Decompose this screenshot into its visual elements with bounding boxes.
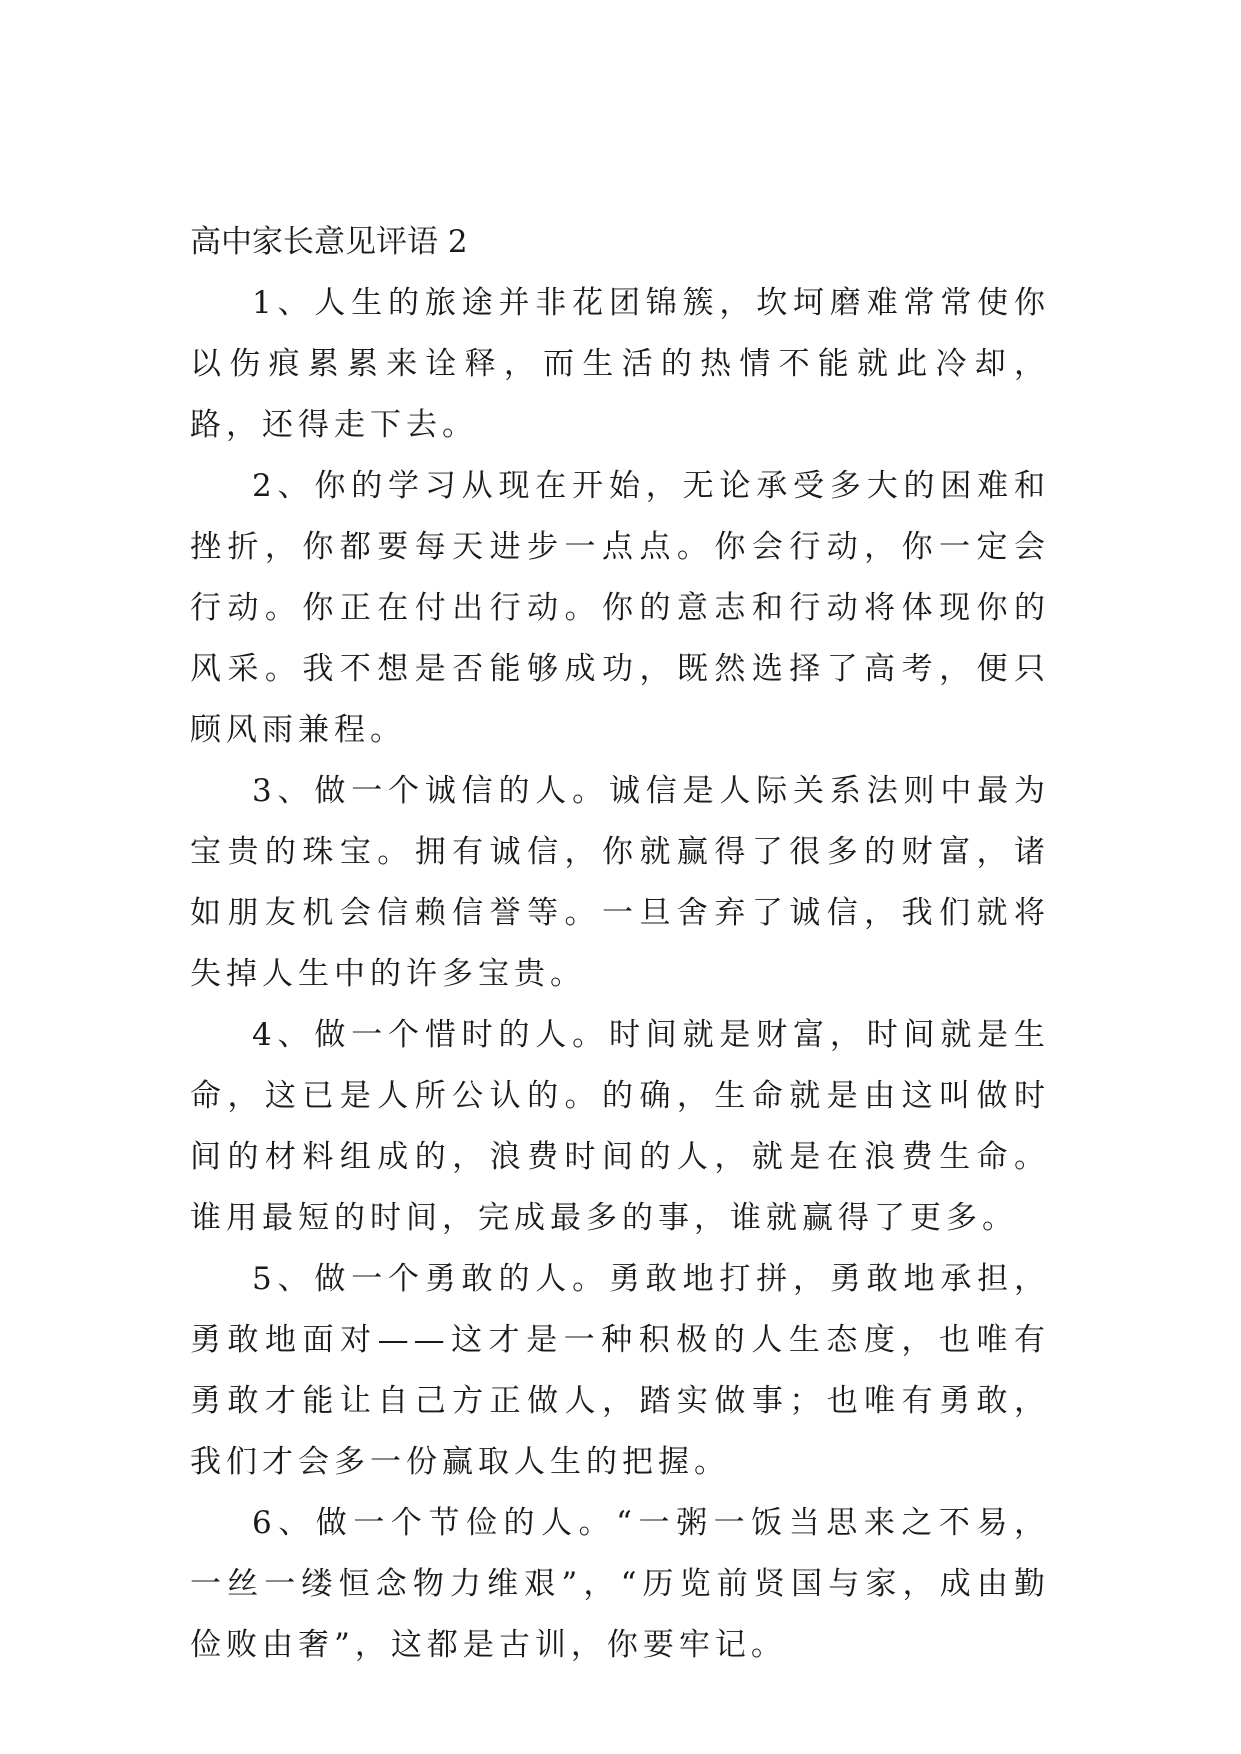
paragraph-1: 1、人生的旅途并非花团锦簇，坎坷磨难常常使你以伤痕累累来诠释，而生活的热情不能就此冷却，路，还得走下去。 (190, 285, 1050, 443)
document-title: 高中家长意见评语 2 (190, 224, 468, 260)
paragraph-3: 3、做一个诚信的人。诚信是人际关系法则中最为宝贵的珠宝。拥有诚信，你就赢得了很多的财富，诸如朋友机会信赖信誉等。一旦舍弃了诚信，我们就将失掉人生中的许多宝贵。 (190, 773, 1050, 992)
paragraph-2: 2、你的学习从现在开始，无论承受多大的困难和挫折，你都要每天进步一点点。你会行动，你一定会行动。你正在付出行动。你的意志和行动将体现你的风采。我不想是否能够成功，既然选择了高考，便只顾风雨兼程。 (190, 468, 1050, 748)
paragraph-4: 4、做一个惜时的人。时间就是财富，时间就是生命，这已是人所公认的。的确，生命就是由这叫做时间的材料组成的，浪费时间的人，就是在浪费生命。谁用最短的时间，完成最多的事，谁就赢得了更多。 (190, 1017, 1050, 1236)
document-body (190, 212, 1050, 1676)
paragraph-6: 6、做一个节俭的人。“一粥一饭当思来之不易，一丝一缕恒念物力维艰”，“历览前贤国与家，成由勤俭败由奢”，这都是古训，你要牢记。 (190, 1505, 1050, 1663)
paragraph-5: 5、做一个勇敢的人。勇敢地打拼，勇敢地承担，勇敢地面对——这才是一种积极的人生态度，也唯有勇敢才能让自己方正做人，踏实做事；也唯有勇敢，我们才会多一份赢取人生的把握。 (190, 1261, 1050, 1480)
